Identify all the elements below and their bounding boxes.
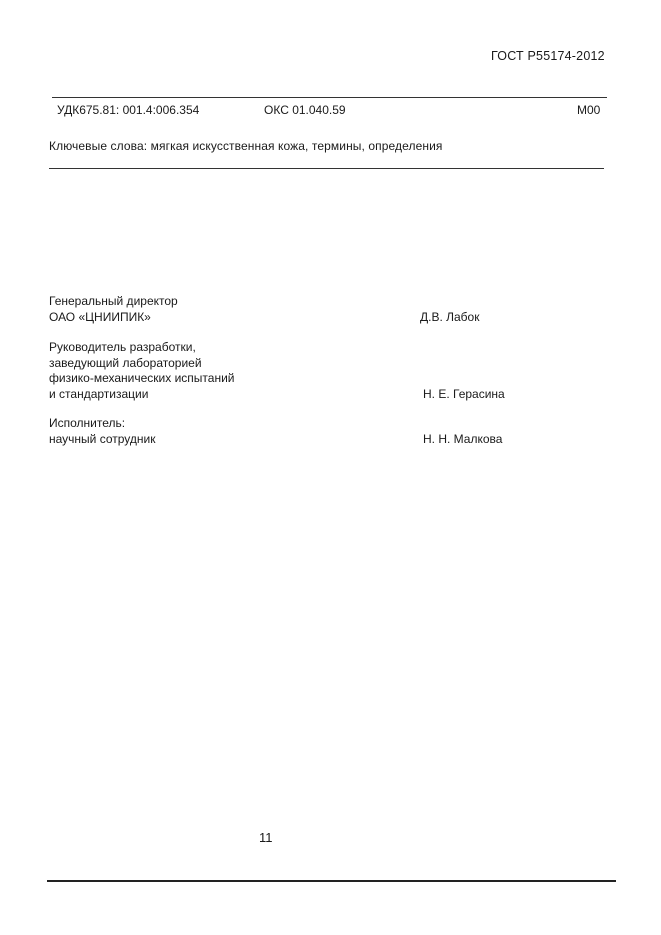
divider-top bbox=[52, 97, 607, 98]
divider-bottom bbox=[47, 880, 616, 882]
standard-code: ГОСТ Р55174-2012 bbox=[491, 49, 605, 63]
signatory-1-name: Д.В. Лабок bbox=[420, 310, 480, 324]
udc-code: УДК675.81: 001.4:006.354 bbox=[57, 103, 200, 117]
signatory-3-line-2: научный сотрудник bbox=[49, 431, 156, 446]
signatory-1-line-1: Генеральный директор bbox=[49, 294, 178, 308]
group-code: М00 bbox=[577, 103, 601, 117]
signatory-3-name: Н. Н. Малкова bbox=[423, 432, 503, 446]
signatory-2-line-4: и стандартизации bbox=[49, 386, 149, 401]
signatory-1-line-2: ОАО «ЦНИИПИК» bbox=[49, 309, 151, 324]
signatory-2-line-1: Руководитель разработки, bbox=[49, 340, 196, 354]
page-number: 11 bbox=[259, 830, 273, 845]
signatory-2-line-3: физико-механических испытаний bbox=[49, 371, 235, 385]
signatory-1-position bbox=[49, 294, 178, 325]
signatory-2-position bbox=[49, 340, 234, 402]
oks-code: ОКС 01.040.59 bbox=[264, 103, 346, 117]
signatory-2-line-2: заведующий лабораторией bbox=[49, 355, 202, 370]
signatory-3-position bbox=[49, 416, 155, 447]
keywords: Ключевые слова: мягкая искусственная кожа, термины, определения bbox=[49, 139, 443, 153]
signatory-2-name: Н. Е. Герасина bbox=[423, 387, 505, 401]
signatory-3-line-1: Исполнитель: bbox=[49, 416, 126, 430]
divider-keywords bbox=[49, 168, 604, 169]
